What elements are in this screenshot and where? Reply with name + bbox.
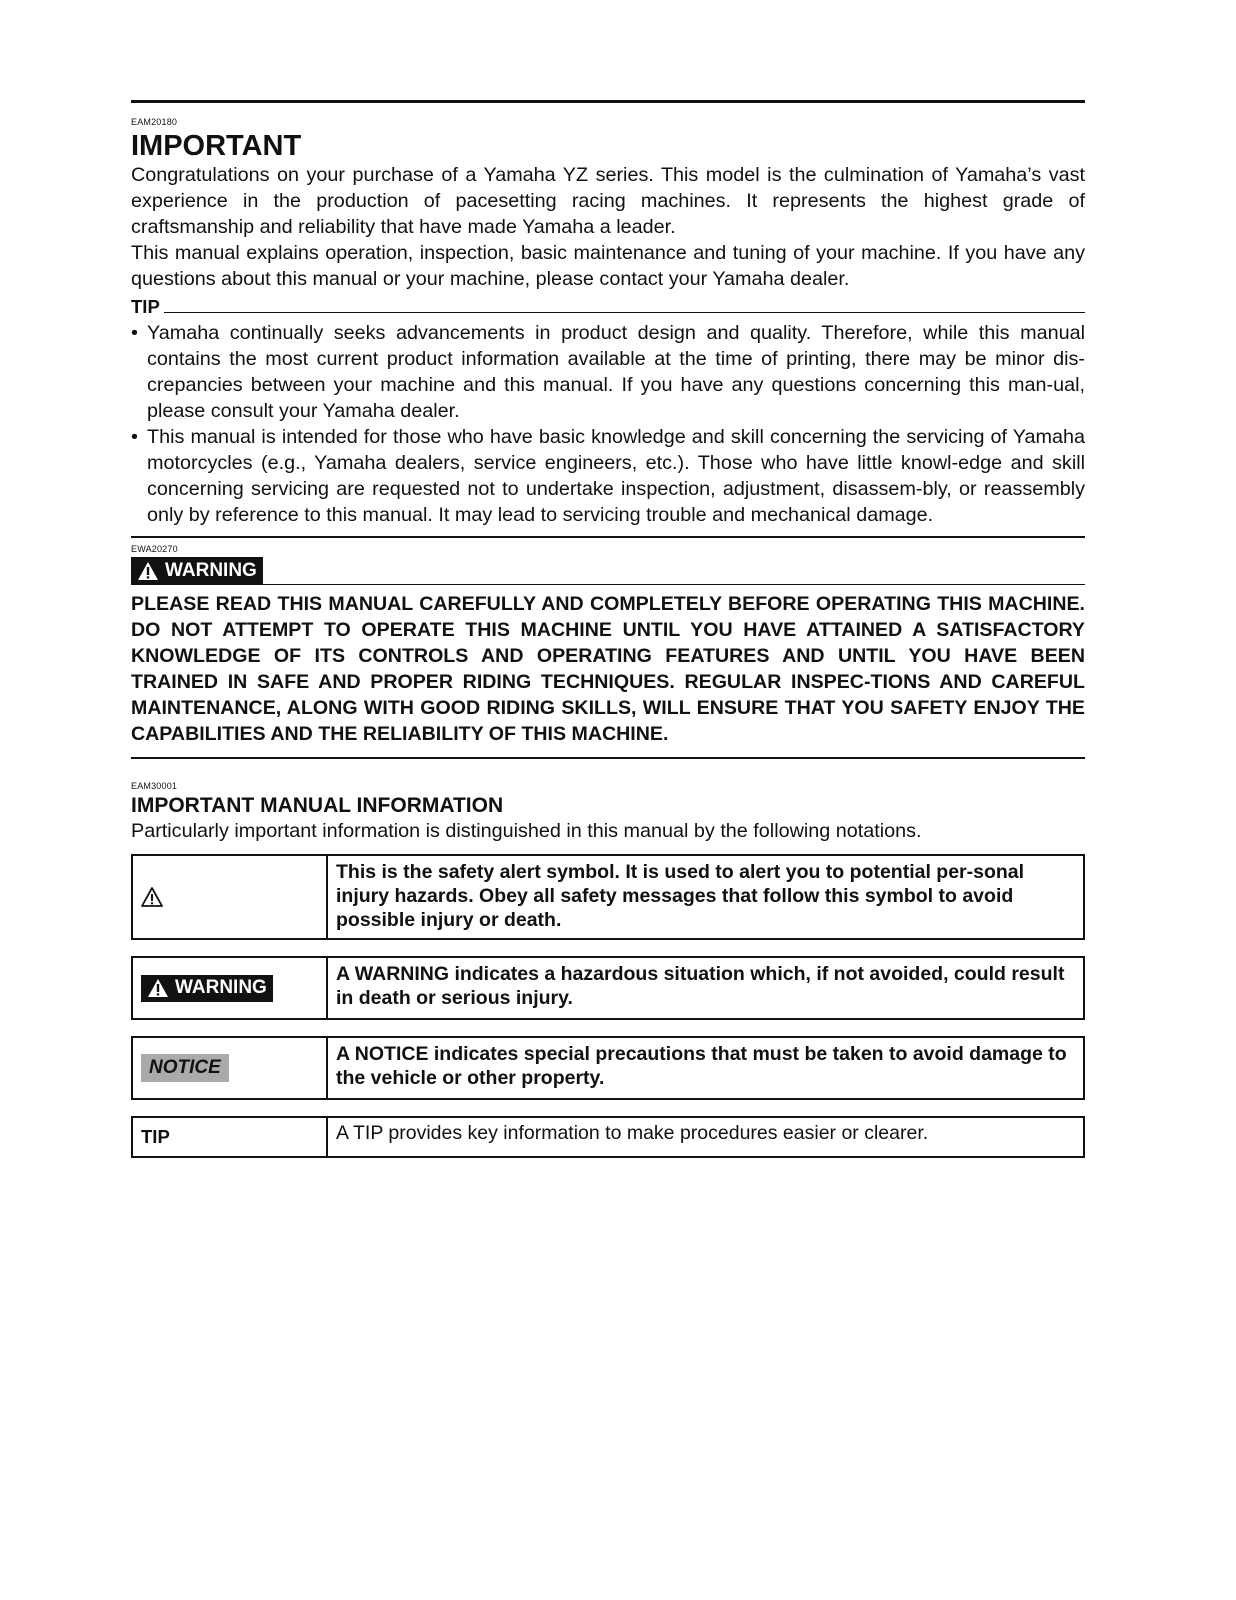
tip-label: TIP [131, 296, 160, 317]
warning-code: EWA20270 [131, 544, 178, 554]
notation-row-safety-symbol [131, 854, 1085, 940]
tip-bullet-text: This manual is intended for those who have basic knowledge and skill concerning the servicing of Yamaha motorcycles (e.g., Yamaha dealers, service engineers, etc.). Those who have little knowl-edge and skill concerning servicing are requested not to undertake inspection, adjustment, disassem-bly, or reassembly only by reference to this manual. It may lead to servicing trouble and mechanical damage. [147, 426, 1085, 526]
warning-label: WARNING [165, 560, 257, 581]
tip-bullet [131, 424, 1085, 528]
notation-symbol-cell [133, 856, 328, 938]
notation-row-notice [131, 1036, 1085, 1100]
warning-label: WARNING [175, 977, 267, 998]
warning-text: PLEASE READ THIS MANUAL CAREFULLY AND COMPLETELY BEFORE OPERATING THIS MACHINE. DO NOT ATTEMPT TO OPERATE THIS MACHINE UNTIL YOU HAVE ATTAINED A SATISFACTORY KNOWLEDGE OF ITS CONTROLS AND OPERATING FEATURES AND UNTIL YOU HAVE BEEN TRAINED IN SAFE AND PROPER RIDING TECHNIQUES. REGULAR INSPEC-TIONS AND CAREFUL MAINTENANCE, ALONG WITH GOOD RIDING SKILLS, WILL ENSURE THAT YOU SAFETY ENJOY THE CAPABILITIES AND THE RELIABILITY OF THIS MACHINE. [131, 593, 1085, 745]
tip-bullet-text: Yamaha continually seeks advancements in product design and quality. Therefore, while this manual contains the most current product information available at the time of printing, there may be minor dis-crepancies between your machine and this manual. If you have any questions concerning this man-ual, please consult your Yamaha dealer. [147, 322, 1085, 422]
notice-badge: NOTICE [141, 1054, 229, 1082]
intro-paragraph: Congratulations on your purchase of a Yamaha YZ series. This model is the culmination of Yamaha’s vast experience in the production of pacesetting racing machines. It represents the highest grade of craftsmanship and reliability that have made Yamaha a leader. [131, 164, 1085, 238]
warning-triangle-icon [137, 561, 159, 581]
notation-row-warning [131, 956, 1085, 1020]
notation-description: A WARNING indicates a hazardous situation which, if not avoided, could result in death or serious injury. [336, 963, 1065, 1009]
notation-label-cell [133, 1118, 328, 1156]
tip-rule [164, 312, 1085, 314]
manual-info-heading: IMPORTANT MANUAL INFORMATION [131, 794, 504, 817]
bullet-dot: • [131, 322, 138, 344]
notation-label-cell [133, 1038, 328, 1098]
section-code: EAM20180 [131, 117, 178, 127]
notation-row-tip [131, 1116, 1085, 1158]
tip-label: TIP [141, 1126, 170, 1147]
important-heading: IMPORTANT [131, 130, 302, 162]
warning-header [131, 557, 1085, 585]
notation-description: A NOTICE indicates special precautions that must be taken to avoid damage to the vehicle or other property. [336, 1043, 1067, 1089]
manual-purpose-paragraph: This manual explains operation, inspection, basic maintenance and tuning of your machine. If you have any questions about this manual or your machine, please contact your Yamaha dealer. [131, 242, 1085, 290]
warning-rule [263, 584, 1085, 586]
manual-info-intro: Particularly important information is distinguished in this manual by the following notations. [131, 820, 922, 842]
safety-alert-icon [141, 886, 163, 908]
warning-triangle-icon [147, 978, 169, 998]
manual-info-code: EAM30001 [131, 781, 178, 791]
notation-label-cell [133, 958, 328, 1018]
manual-page [131, 100, 1085, 1158]
tip-bullet [131, 320, 1085, 424]
section-divider [131, 757, 1085, 759]
notation-description: A TIP provides key information to make procedures easier or clearer. [336, 1122, 929, 1144]
tip-header [131, 296, 1085, 318]
warning-badge [131, 557, 263, 585]
notation-description: This is the safety alert symbol. It is used to alert you to potential per-sonal injury hazards. Obey all safety messages that follow this symbol to avoid possible injury or death. [336, 861, 1025, 931]
bullet-dot: • [131, 426, 138, 448]
section-divider [131, 536, 1085, 538]
warning-badge [141, 975, 273, 1002]
top-rule [131, 100, 1085, 103]
